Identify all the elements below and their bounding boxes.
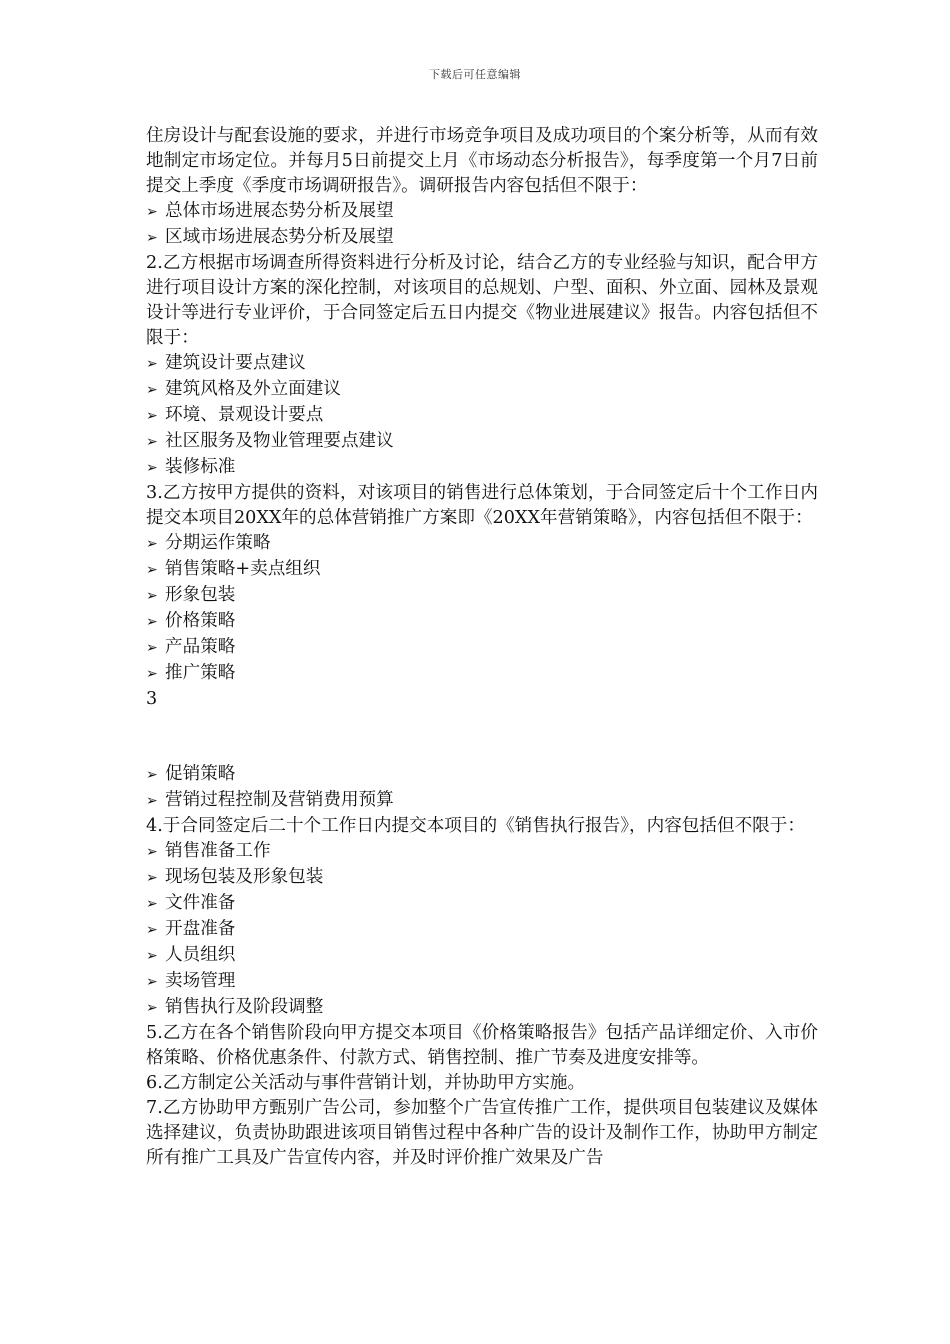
bullet-text: 销售准备工作 <box>165 841 271 861</box>
arrow-bullet-icon: ➢ <box>146 767 158 783</box>
page-number: 3 <box>146 689 158 709</box>
bullet-text: 推广策略 <box>165 663 236 683</box>
bullet-text: 建筑风格及外立面建议 <box>165 379 341 399</box>
bullet-item <box>146 865 818 891</box>
bullet-text: 现场包装及形象包装 <box>165 867 324 887</box>
arrow-bullet-icon: ➢ <box>146 382 158 398</box>
bullet-item <box>146 943 818 969</box>
bullet-item <box>146 403 818 429</box>
bullet-text: 人员组织 <box>165 945 236 965</box>
arrow-bullet-icon: ➢ <box>146 536 158 552</box>
arrow-bullet-icon: ➢ <box>146 844 158 860</box>
arrow-bullet-icon: ➢ <box>146 230 158 246</box>
bullet-item <box>146 917 818 943</box>
bullet-item <box>146 377 818 403</box>
arrow-bullet-icon: ➢ <box>146 948 158 964</box>
paragraph-item-6: 6.乙方制定公关活动与事件营销计划，并协助甲方实施。 <box>146 1073 586 1093</box>
bullet-item <box>146 583 818 609</box>
bullet-text: 区域市场进展态势分析及展望 <box>165 227 394 247</box>
bullet-item <box>146 839 818 865</box>
bullet-text: 分期运作策略 <box>165 533 271 553</box>
bullet-item <box>146 609 818 635</box>
bullet-item <box>146 635 818 661</box>
arrow-bullet-icon: ➢ <box>146 460 158 476</box>
bullet-item <box>146 762 818 788</box>
arrow-bullet-icon: ➢ <box>146 408 158 424</box>
bullet-item <box>146 531 818 557</box>
arrow-bullet-icon: ➢ <box>146 588 158 604</box>
bullet-text: 总体市场进展态势分析及展望 <box>165 201 394 221</box>
paragraph-item-3: 3.乙方按甲方提供的资料，对该项目的销售进行总体策划，于合同签定后十个工作日内提交本项目20XX年的总体营销推广方案即《20XX年营销策略》，内容包括但不限于： <box>146 483 818 528</box>
bullet-item <box>146 455 818 481</box>
paragraph-item-2: 2.乙方根据市场调查所得资料进行分析及讨论，结合乙方的专业经验与知识，配合甲方进行项目设计方案的深化控制，对该项目的总规划、户型、面积、外立面、园林及景观设计等进行专业评价，于合同签定后五日内提交《物业进展建议》报告。内容包括但不限于： <box>146 253 818 348</box>
arrow-bullet-icon: ➢ <box>146 922 158 938</box>
arrow-bullet-icon: ➢ <box>146 434 158 450</box>
bullet-text: 环境、景观设计要点 <box>165 405 324 425</box>
arrow-bullet-icon: ➢ <box>146 896 158 912</box>
bullet-item <box>146 969 818 995</box>
arrow-bullet-icon: ➢ <box>146 614 158 630</box>
paragraph-intro: 住房设计与配套设施的要求，并进行市场竞争项目及成功项目的个案分析等，从而有效地制定市场定位。并每月5日前提交上月《市场动态分析报告》，每季度第一个月7日前提交上季度《季度市场调研报告》。调研报告内容包括但不限于： <box>146 126 818 196</box>
bullet-text: 形象包装 <box>165 585 236 605</box>
bullet-text: 产品策略 <box>165 637 236 657</box>
bullet-item <box>146 891 818 917</box>
arrow-bullet-icon: ➢ <box>146 666 158 682</box>
bullet-text: 装修标准 <box>165 457 236 477</box>
bullet-text: 价格策略 <box>165 611 236 631</box>
bullet-text: 社区服务及物业管理要点建议 <box>165 431 394 451</box>
bullet-item <box>146 661 818 687</box>
page-break-gap <box>146 712 818 762</box>
arrow-bullet-icon: ➢ <box>146 356 158 372</box>
bullet-text: 营销过程控制及营销费用预算 <box>165 790 394 810</box>
arrow-bullet-icon: ➢ <box>146 640 158 656</box>
bullet-item <box>146 995 818 1021</box>
arrow-bullet-icon: ➢ <box>146 793 158 809</box>
bullet-text: 建筑设计要点建议 <box>165 353 306 373</box>
document-body <box>146 124 818 1171</box>
page-header: 下载后可任意编辑 <box>429 68 521 81</box>
bullet-item <box>146 225 818 251</box>
bullet-item <box>146 557 818 583</box>
bullet-text: 文件准备 <box>165 893 236 913</box>
bullet-text: 促销策略 <box>165 764 236 784</box>
paragraph-item-4: 4.于合同签定后二十个工作日内提交本项目的《销售执行报告》，内容包括但不限于： <box>146 816 805 836</box>
bullet-text: 销售策略+卖点组织 <box>165 559 321 579</box>
arrow-bullet-icon: ➢ <box>146 974 158 990</box>
arrow-bullet-icon: ➢ <box>146 204 158 220</box>
bullet-item <box>146 788 818 814</box>
bullet-text: 卖场管理 <box>165 971 236 991</box>
paragraph-item-7: 7.乙方协助甲方甄别广告公司，参加整个广告宣传推广工作，提供项目包装建议及媒体选择建议，负责协助跟进该项目销售过程中各种广告的设计及制作工作，协助甲方制定所有推广工具及广告宣传内容，并及时评价推广效果及广告 <box>146 1098 818 1168</box>
arrow-bullet-icon: ➢ <box>146 562 158 578</box>
arrow-bullet-icon: ➢ <box>146 1000 158 1016</box>
paragraph-item-5: 5.乙方在各个销售阶段向甲方提交本项目《价格策略报告》包括产品详细定价、入市价格策略、价格优惠条件、付款方式、销售控制、推广节奏及进度安排等。 <box>146 1023 818 1068</box>
arrow-bullet-icon: ➢ <box>146 870 158 886</box>
bullet-item <box>146 351 818 377</box>
bullet-item <box>146 429 818 455</box>
bullet-text: 销售执行及阶段调整 <box>165 997 324 1017</box>
bullet-text: 开盘准备 <box>165 919 236 939</box>
bullet-item <box>146 199 818 225</box>
